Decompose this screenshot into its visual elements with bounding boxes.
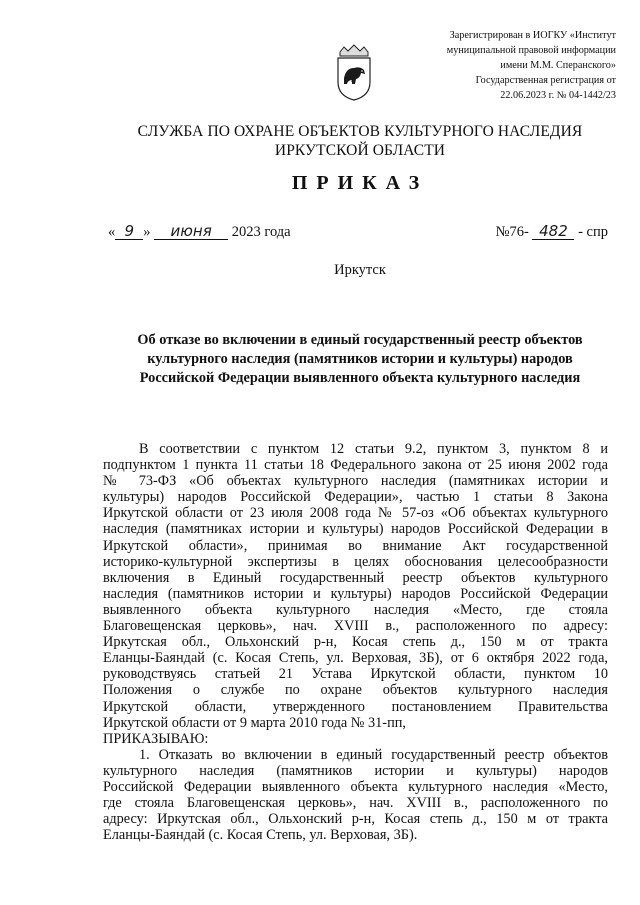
body-line: адресу: Иркутская обл., Ольхонский р-н, Косая степь д., 150 м от тракта — [103, 811, 608, 828]
registration-stamp — [376, 28, 616, 103]
order-number — [496, 224, 608, 241]
body-line: Благовещенская церковь», нач. XVIII в., расположенного по адресу: — [103, 618, 608, 635]
body-line: Положения о службе по охране объектов культурного наследия — [103, 682, 608, 699]
order-word: ПРИКАЗЫВАЮ: — [103, 730, 209, 747]
document-body — [103, 441, 608, 843]
body-line: Иркутской области от 9 марта 2010 года № 31-пп, — [103, 714, 406, 731]
agency-name — [60, 122, 640, 160]
coat-of-arms-icon — [334, 44, 374, 102]
body-line: выявленного объекта культурного наследия «Место, где стояла — [103, 601, 608, 618]
body-line: Иркутской области от 23 июля 2008 года № 57-оз «Об объектах культурного — [103, 505, 608, 522]
body-line: подпунктом 1 пункта 11 статьи 18 Федерального закона от 25 июня 2002 года — [103, 457, 608, 474]
body-line: В соответствии с пунктом 12 статьи 9.2, пунктом 3, пунктом 8 и — [139, 441, 608, 457]
date-close-quote: » — [143, 224, 151, 240]
handwritten-number: 482 — [532, 224, 574, 240]
title-line: Об отказе во включении в единый государственный реестр объектов — [137, 332, 583, 348]
registration-line: 22.06.2023 г. № 04-1442/23 — [500, 90, 616, 101]
body-line: культуры) народов Российской Федерации», частью 1 статьи 8 Закона — [103, 489, 608, 506]
city: Иркутск — [334, 262, 386, 278]
registration-line: муниципальной правовой информации — [446, 45, 616, 56]
body-line: № 73-ФЗ «Об объектах культурного наследия (памятниках истории и — [103, 473, 608, 490]
document-title — [100, 331, 620, 388]
agency-line: ИРКУТСКОЙ ОБЛАСТИ — [274, 142, 446, 159]
handwritten-month: июня — [154, 224, 228, 240]
body-line: историко-культурной экспертизы в целях обоснования целесообразности — [103, 553, 608, 570]
date-year: 2023 года — [231, 224, 291, 240]
agency-line: СЛУЖБА ПО ОХРАНЕ ОБЪЕКТОВ КУЛЬТУРНОГО НАСЛЕДИЯ — [137, 123, 583, 140]
body-line: Российской Федерации выявленного объекта культурного наследия «Место, — [103, 778, 608, 795]
order-date — [108, 224, 291, 241]
body-line: культурного наследия (памятников истории и культуры) народов — [103, 762, 608, 779]
body-line: руководствуясь статьей 21 Устава Иркутской области, пунктом 10 — [103, 666, 608, 683]
body-line: включения в Единый государственный реестр объектов культурного — [103, 569, 608, 586]
date-open-quote: « — [108, 224, 116, 240]
body-line: Иркутской области», принимая во внимание Акт государственной — [103, 537, 608, 554]
number-prefix: №76- — [495, 224, 529, 240]
body-line: Еланцы-Баяндай (с. Косая Степь, ул. Верховая, 3Б), от 6 октября 2022 года, — [103, 650, 608, 667]
body-line: 1. Отказать во включении в единый государственный реестр объектов — [139, 746, 608, 763]
registration-line: имени М.М. Сперанского» — [500, 60, 616, 71]
title-line: культурного наследия (памятников истории и культуры) народов — [147, 351, 573, 367]
title-line: Российской Федерации выявленного объекта культурного наследия — [139, 370, 581, 386]
number-suffix: - спр — [578, 224, 608, 240]
registration-line: Зарегистрирован в ИОГКУ «Институт — [449, 30, 616, 41]
body-line: Иркутской области, утвержденного постановлением Правительства — [103, 698, 608, 715]
document-type: ПРИКАЗ — [291, 172, 429, 194]
body-line: Иркутская обл., Ольхонский р-н, Косая степь д., 150 м от тракта — [103, 634, 608, 651]
body-line: наследия (памятников истории и культуры) народов Российской Федерации — [103, 585, 608, 602]
body-line: где стояла Благовещенская церковь», нач. XVIII в., расположенного по — [103, 795, 608, 812]
handwritten-day: 9 — [115, 224, 143, 240]
registration-line: Государственная регистрация от — [475, 75, 616, 86]
body-line: наследия (памятниках истории и культуры) народов Российской Федерации в — [103, 521, 608, 538]
body-line: Еланцы-Баяндай (с. Косая Степь, ул. Верховая, 3Б). — [103, 827, 418, 844]
